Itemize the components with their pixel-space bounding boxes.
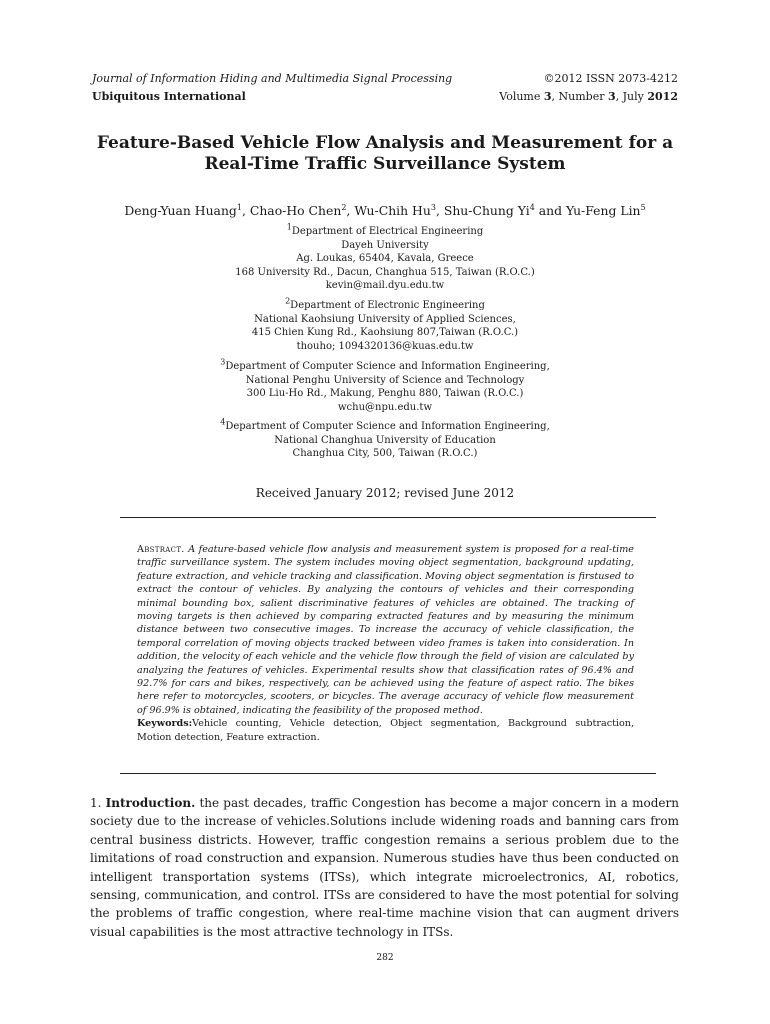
section-heading: Introduction. — [105, 796, 196, 810]
author-separator: , — [435, 203, 444, 218]
abstract-top-rule — [120, 517, 656, 518]
abstract-text: A feature-based vehicle flow analysis and measurement system is proposed for a real-time traffic surveillance system. The system includes moving object segmentation, background updating, feature extraction, and vehicle tracking and classification. Moving object segmentation is firstused to extract the contour of vehicles. By analyzing the contours of vehicles and their corresponding minimal bounding box, salient discriminative features of vehicles are obtained. The tracking of moving targets is then achieved by comparing extracted features and by measuring the minimum distance between two consecutive images. To increase the accuracy of vehicle classification, the temporal correlation of moving objects tracked between video frames is taken into consideration. In addition, the velocity of each vehicle and the vehicle flow through the field of vision are calculated by analyzing the features of vehicles. Experimental results show that classification rates of 96.4% and 92.7% for cars and bikes, respectively, can be achieved using the feature of aspect ratio. The bikes here refer to motorcycles, scooters, or bicycles. The average accuracy of vehicle flow measurement of 96.9% is obtained, indicating the feasibility of the proposed method. — [137, 544, 634, 716]
affiliation-mark: 3 — [220, 357, 226, 367]
author-separator: , — [241, 203, 250, 218]
abstract-bottom-rule — [120, 773, 656, 774]
keywords-text: Vehicle counting, Vehicle detection, Object segmentation, Background subtraction, Motion detection, Feature extraction. — [137, 718, 634, 743]
volume-number: 3 — [543, 90, 552, 103]
affiliation-line: Department of Computer Science and Information Engineering, — [225, 361, 550, 372]
author-name: Chao-Ho Chen — [249, 203, 342, 218]
affiliation-line: 168 University Rd., Dacun, Changhua 515, Taiwan (R.O.C.) — [235, 266, 535, 278]
affiliation-4 — [110, 417, 660, 461]
page-number: 282 — [376, 953, 394, 963]
affiliation-line: Dayeh University — [341, 239, 429, 251]
issue-number: 3 — [607, 90, 616, 103]
author-affiliation-mark: 3 — [430, 202, 436, 212]
paper-title — [60, 133, 710, 175]
affiliation-mark: 2 — [285, 296, 291, 306]
author-separator: , — [346, 203, 355, 218]
affiliation-3 — [110, 357, 660, 414]
affiliation-line: Ag. Loukas, 65404, Kavala, Greece — [296, 253, 474, 265]
affiliation-line: Department of Electronic Engineering — [290, 300, 485, 311]
keywords — [137, 717, 634, 744]
affiliation-line: National Changhua University of Education — [274, 434, 496, 446]
author-name: Yu-Feng Lin — [565, 203, 641, 218]
volume-info: Volume 3, Number 3, July 2012 — [499, 90, 678, 103]
affiliation-2 — [110, 296, 660, 353]
affiliation-line: Changhua City, 500, Taiwan (R.O.C.) — [292, 448, 478, 460]
affiliation-email: kevin@mail.dyu.edu.tw — [325, 280, 445, 292]
affiliation-1 — [110, 222, 660, 293]
running-header-right — [499, 70, 678, 106]
abstract-label: Abstract. — [137, 544, 185, 555]
section-number: 1. — [90, 796, 102, 810]
affiliation-line: National Penghu University of Science and Technology — [245, 374, 525, 386]
affiliation-line: 415 Chien Kung Rd., Kaohsiung 807,Taiwan (R.O.C.) — [251, 327, 519, 339]
affiliation-mark: 1 — [286, 222, 292, 232]
volume-label: Volume — [499, 90, 541, 103]
number-label: Number — [558, 90, 605, 103]
received-dates: Received January 2012; revised June 2012 — [255, 486, 515, 500]
journal-name: Journal of Information Hiding and Multimedia Signal Processing — [92, 72, 453, 85]
author-separator: and — [534, 203, 566, 218]
issue-year: 2012 — [647, 90, 678, 103]
publisher-name: Ubiquitous International — [92, 90, 246, 103]
author-name: Shu-Chung Yi — [443, 203, 530, 218]
affiliation-email: wchu@npu.edu.tw — [337, 401, 433, 413]
issue-month: July — [622, 90, 644, 103]
running-header-left — [92, 70, 452, 106]
affiliation-email: thouho; 1094320136@kuas.edu.tw — [296, 340, 474, 352]
keywords-label: Keywords: — [137, 718, 193, 730]
author-name: Wu-Chih Hu — [354, 203, 431, 218]
affiliation-line: National Kaohsiung University of Applied Sciences, — [254, 313, 516, 325]
affiliation-line: Department of Computer Science and Information Engineering, — [225, 421, 550, 432]
title-line-2: Real-Time Traffic Surveillance System — [204, 154, 566, 174]
title-line-1: Feature-Based Vehicle Flow Analysis and Measurement for a — [96, 133, 674, 153]
introduction-section — [90, 794, 679, 941]
author-affiliation-mark: 2 — [341, 202, 347, 212]
affiliation-line: 300 Liu-Ho Rd., Makung, Penghu 880, Taiwan (R.O.C.) — [246, 388, 524, 400]
author-affiliation-mark: 1 — [236, 202, 242, 212]
author-name: Deng-Yuan Huang — [124, 203, 237, 218]
affiliation-line: Department of Electrical Engineering — [291, 226, 484, 237]
abstract — [137, 543, 634, 744]
copyright-issn: ©2012 ISSN 2073-4212 — [543, 72, 678, 85]
author-list — [60, 203, 710, 219]
author-affiliation-mark: 5 — [640, 202, 646, 212]
author-affiliation-mark: 4 — [529, 202, 535, 212]
section-text: the past decades, traffic Congestion has become a major concern in a modern society due to the increase of vehicles.Solutions include widening roads and banning cars from central business districts. However, traffic congestion remains a serious problem due to the limitations of road construction and expansion. Numerous studies have thus been conducted on intelligent transportation systems (ITSs), which integrate microelectronics, AI, robotics, sensing, communication, and control. ITSs are considered to have the most potential for solving the problems of traffic congestion, where real-time machine vision that can augment drivers visual capabilities is the most attractive technology in ITSs. — [90, 796, 679, 939]
affiliation-mark: 4 — [220, 417, 226, 427]
